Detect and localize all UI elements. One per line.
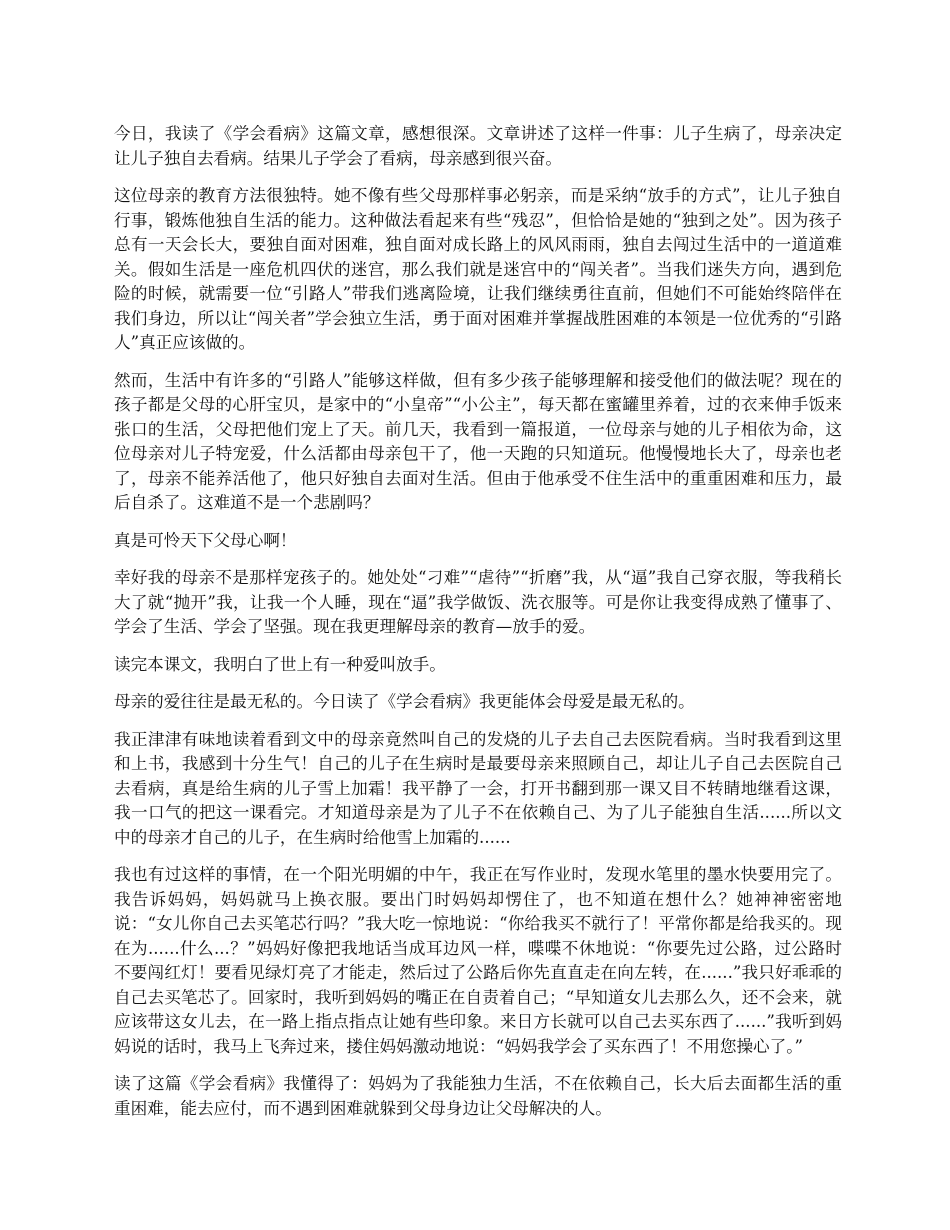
document-body: [114, 122, 842, 1134]
paragraph-6: 读完本课文，我明白了世上有一种爱叫放手。: [114, 654, 446, 674]
paragraph-8: 我正津津有味地读着看到文中的母亲竟然叫自己的发烧的儿子去自己去医院看病。当时我看到这里和上书，我感到十分生气！自己的儿子在生病时是最要母亲来照顾自己，却让儿子自己去医院自己去看病，真是给生病的儿子雪上加霜！我平静了一会，打开书翻到那一课又目不转睛地继看这课，我一口气的把这一课看完。才知道母亲是为了儿子不在依赖自己、为了儿子能独自生活......所以文中的母亲才自己的儿子，在生病时给他雪上加霜的......: [114, 729, 842, 847]
paragraph-1: 今日，我读了《学会看病》这篇文章，感想很深。文章讲述了这样一件事：儿子生病了，母亲决定让儿子独自去看病。结果儿子学会了看病，母亲感到很兴奋。: [114, 124, 842, 168]
paragraph-5: 幸好我的母亲不是那样宠孩子的。她处处“刁难”“虐待”“折磨”我，从“逼”我自己穿衣服，等我稍长大了就“抛开”我，让我一个人睡，现在“逼”我学做饭、洗衣服等。可是你让我变得成熟了懂事了、学会了生活、学会了坚强。现在我更理解母亲的教育—放手的爱。: [114, 568, 842, 636]
paragraph-4: 真是可怜天下父母心啊！: [114, 530, 297, 550]
paragraph-2: 这位母亲的教育方法很独特。她不像有些父母那样事必躬亲，而是采纳“放手的方式”，让儿子独自行事，锻炼他独自生活的能力。这种做法看起来有些“残忍”，但恰恰是她的“独到之处”。因为孩子总有一天会长大，要独自面对困难，独自面对成长路上的风风雨雨，独自去闯过生活中的一道道难关。假如生活是一座危机四伏的迷宫，那么我们就是迷宫中的“闯关者”。当我们迷失方向，遇到危险的时候，就需要一位“引路人”带我们逃离险境，让我们继续勇往直前，但她们不可能始终陪伴在我们身边，所以让“闯关者”学会独立生活，勇于面对困难并掌握战胜困难的本领是一位优秀的“引路人”真正应该做的。: [114, 186, 842, 352]
paragraph-10: 读了这篇《学会看病》我懂得了：妈妈为了我能独力生活，不在依赖自己，长大后去面都生活的重重困难，能去应付，而不遇到困难就躲到父母身边让父母解决的人。: [114, 1074, 842, 1118]
paragraph-7: 母亲的爱往往是最无私的。今日读了《学会看病》我更能体会母爱是最无私的。: [114, 692, 695, 711]
paragraph-3: 然而，生活中有许多的“引路人”能够这样做，但有多少孩子能够理解和接受他们的做法呢？现在的孩子都是父母的心肝宝贝，是家中的“小皇帝”“小公主”，每天都在蜜罐里养着，过的衣来伸手饭来张口的生活，父母把他们宠上了天。前几天，我看到一篇报道，一位母亲与她的儿子相依为命，这位母亲对儿子特宠爱，什么活都由母亲包干了，他一天跑的只知道玩。他慢慢地长大了，母亲也老了，母亲不能养活他了，他只好独自去面对生活。但由于他承受不住生活中的重重困难和压力，最后自杀了。这难道不是一个悲剧吗？: [114, 370, 842, 512]
paragraph-9: 我也有过这样的事情，在一个阳光明媚的中午，我正在写作业时，发现水笔里的墨水快要用完了。我告诉妈妈，妈妈就马上换衣服。要出门时妈妈却愣住了，也不知道在想什么？她神神密密地说：“女儿你自己去买笔芯行吗？”我大吃一惊地说：“你给我买不就行了！平常你都是给我买的。现在为......什么...？”妈妈好像把我地话当成耳边风一样，喋喋不休地说：“你要先过公路，过公路时不要闯红灯！要看见绿灯亮了才能走，然后过了公路后你先直直走在向左转，在......”我只好乖乖的自己去买笔芯了。回家时，我听到妈妈的嘴正在自责着自己；“早知道女儿去那么久，还不会来，就应该带这女儿去，在一路上指点指点让她有些印象。来日方长就可以自己去买东西了......”我听到妈妈说的话时，我马上飞奔过来，搂住妈妈激动地说：“妈妈我学会了买东西了！不用您操心了。”: [114, 865, 842, 1056]
